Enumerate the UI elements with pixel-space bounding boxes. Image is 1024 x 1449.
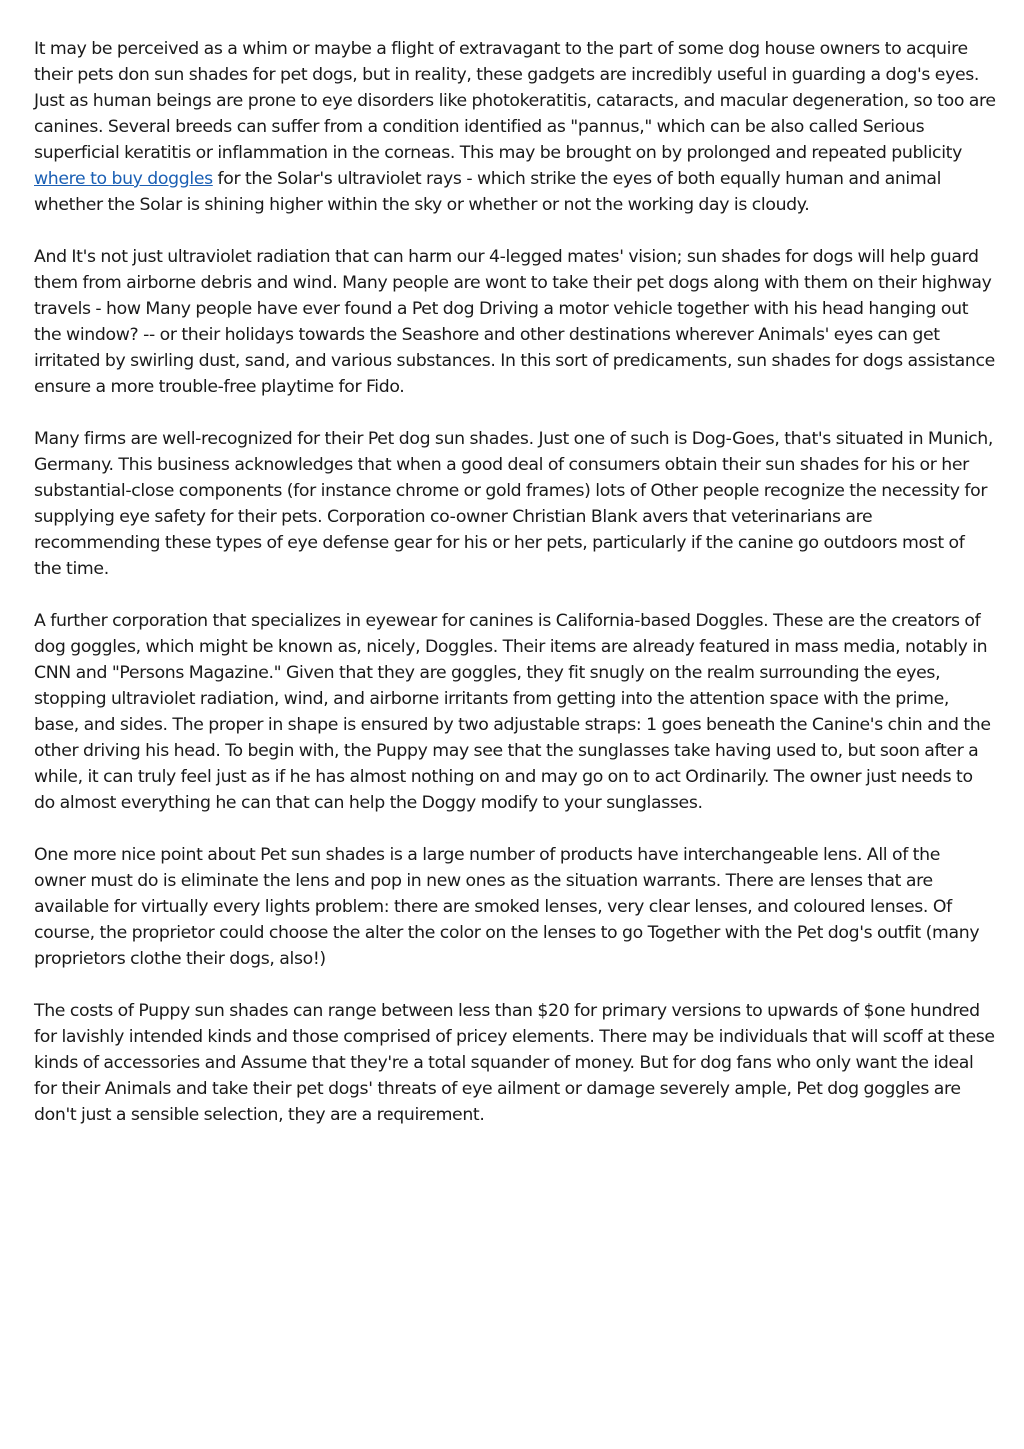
paragraph-1 — [34, 36, 996, 218]
paragraph-5: One more nice point about Pet sun shades is a large number of products have interchangeable lens. All of the owner must do is eliminate the lens and pop in new ones as the situation warrants. There are lenses that are available for virtually every lights problem: there are smoked lenses, very clear lenses, and coloured lenses. Of course, the proprietor could choose the alter the color on the lenses to go Together with the Pet dog's outfit (many proprietors clothe their dogs, also!) — [34, 845, 980, 969]
paragraph-1-text-before-link: It may be perceived as a whim or maybe a flight of extravagant to the part of some dog house owners to acquire their pets don sun shades for pet dogs, but in reality, these gadgets are incredibly useful in guarding a dog's eyes. Just as human beings are prone to eye disorders like photokeratitis, cataracts, and macular degeneration, so too are canines. Several breeds can suffer from a condition identified as "pannus," which can be also called Serious superficial keratitis or inflammation in the corneas. This may be brought on by prolonged and repeated publicity — [34, 39, 996, 163]
paragraph-6: The costs of Puppy sun shades can range between less than $20 for primary versions to upwards of $one hundred for lavishly intended kinds and those comprised of pricey elements. There may be individuals that will scoff at these kinds of accessories and Assume that they're a total squander of money. But for dog fans who only want the ideal for their Animals and take their pet dogs' threats of eye ailment or damage severely ample, Pet dog goggles are don't just a sensible selection, they are a requirement. — [34, 1001, 995, 1125]
paragraph-3: Many firms are well-recognized for their Pet dog sun shades. Just one of such is Dog-Goes, that's situated in Munich, Germany. This business acknowledges that when a good deal of consumers obtain their sun shades for his or her substantial-close components (for instance chrome or gold frames) lots of Other people recognize the necessity for supplying eye safety for their pets. Corporation co-owner Christian Blank avers that veterinarians are recommending these types of eye defense gear for his or her pets, particularly if the canine go outdoors most of the time. — [34, 429, 994, 579]
where-to-buy-doggles-link[interactable]: where to buy doggles — [34, 169, 213, 189]
paragraph-4: A further corporation that specializes in eyewear for canines is California-based Doggles. These are the creators of dog goggles, which might be known as, nicely, Doggles. Their items are already featured in mass media, notably in CNN and "Persons Magazine." Given that they are goggles, they fit snugly on the realm surrounding the eyes, stopping ultraviolet radiation, wind, and airborne irritants from getting into the attention space with the prime, base, and sides. The proper in shape is ensured by two adjustable straps: 1 goes beneath the Canine's chin and the other driving his head. To begin with, the Puppy may see that the sunglasses take having used to, but soon after a while, it can truly feel just as if he has almost nothing on and may go on to act Ordinarily. The owner just needs to do almost everything he can that can help the Doggy modify to your sunglasses. — [34, 611, 991, 813]
paragraph-1-text-after-link: for the Solar's ultraviolet rays - which strike the eyes of both equally human and animal whether the Solar is shining higher within the sky or whether or not the working day is cloudy. — [34, 169, 942, 215]
article-body — [34, 36, 996, 1154]
paragraph-2: And It's not just ultraviolet radiation that can harm our 4-legged mates' vision; sun shades for dogs will help guard them from airborne debris and wind. Many people are wont to take their pet dogs along with them on their highway travels - how Many people have ever found a Pet dog Driving a motor vehicle together with his head hanging out the window? -- or their holidays towards the Seashore and other destinations wherever Animals' eyes can get irritated by swirling dust, sand, and various substances. In this sort of predicaments, sun shades for dogs assistance ensure a more trouble-free playtime for Fido. — [34, 247, 995, 397]
